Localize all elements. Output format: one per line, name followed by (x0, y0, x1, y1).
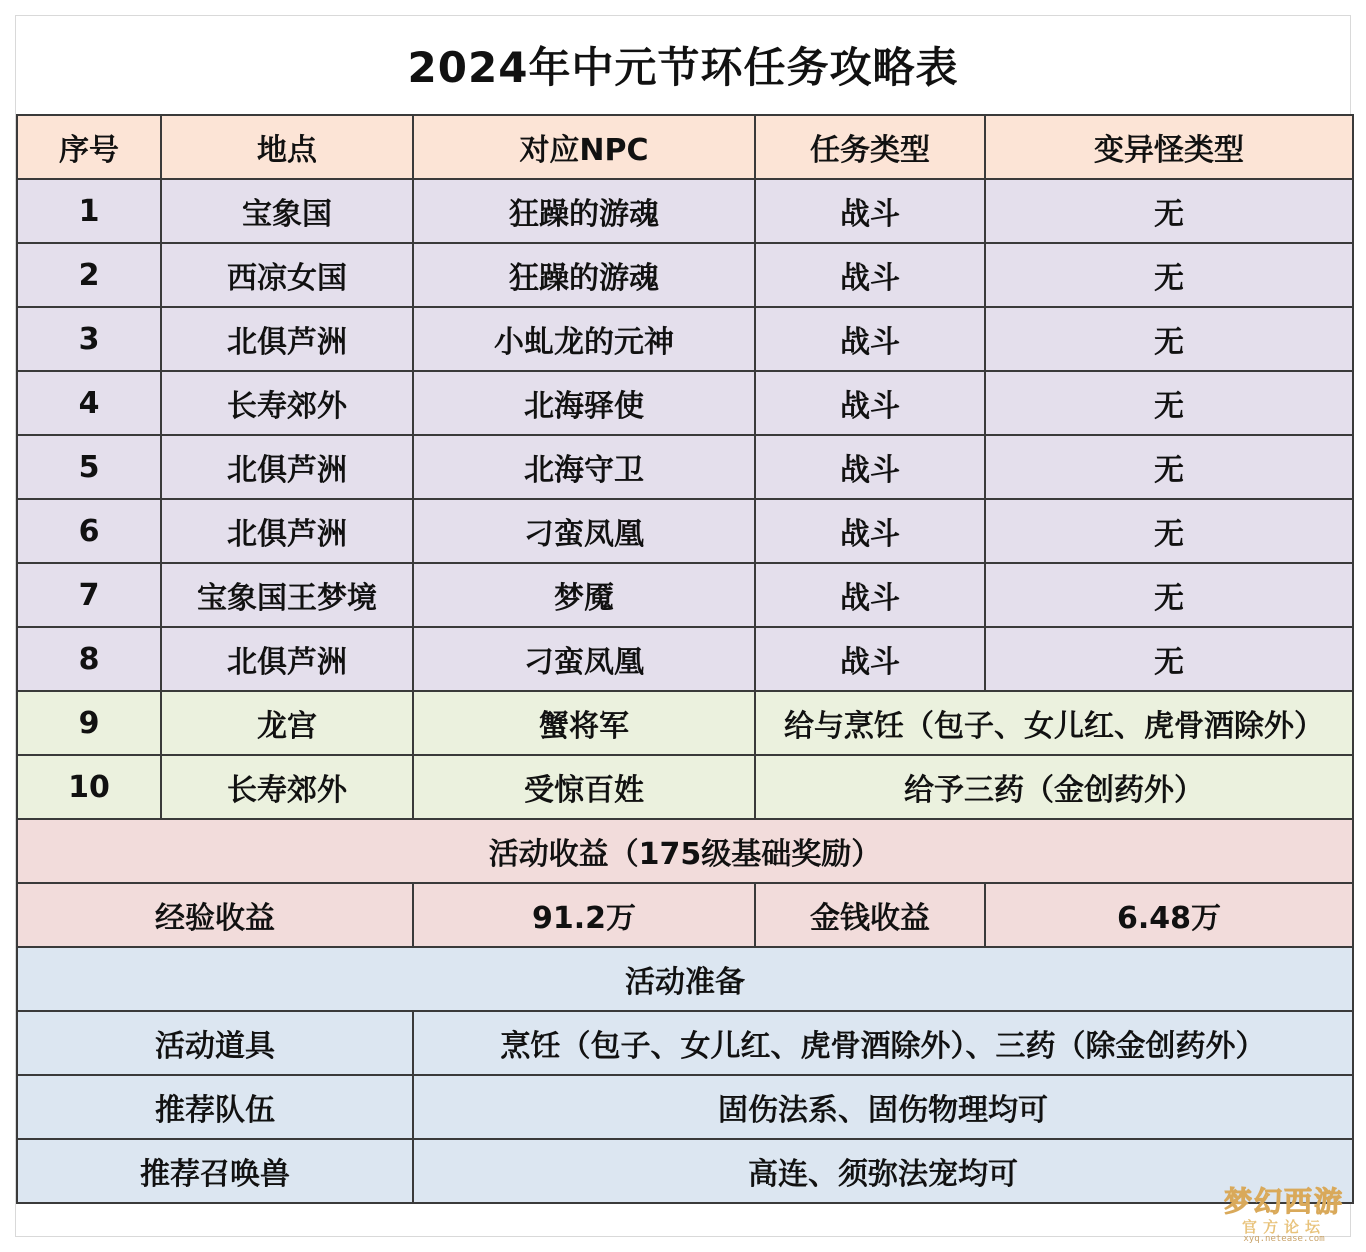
row-location: 北俱芦洲 (161, 627, 413, 691)
header-npc: 对应NPC (413, 115, 755, 179)
money-label: 金钱收益 (755, 883, 985, 947)
row-npc: 刁蛮凤凰 (413, 499, 755, 563)
row-mutant-type: 无 (985, 179, 1353, 243)
row-location: 宝象国王梦境 (161, 563, 413, 627)
row-npc: 北海驿使 (413, 371, 755, 435)
row-task-merged: 给予三药（金创药外） (755, 755, 1353, 819)
header-task-type: 任务类型 (755, 115, 985, 179)
table-row (17, 243, 1353, 307)
row-index: 7 (17, 563, 161, 627)
reward-heading: 活动收益（175级基础奖励） (17, 819, 1353, 883)
row-task-type: 战斗 (755, 627, 985, 691)
row-index: 2 (17, 243, 161, 307)
exp-label: 经验收益 (17, 883, 413, 947)
row-npc: 狂躁的游魂 (413, 179, 755, 243)
prep-label: 推荐召唤兽 (17, 1139, 413, 1203)
row-task-type: 战斗 (755, 563, 985, 627)
row-mutant-type: 无 (985, 307, 1353, 371)
row-npc: 蟹将军 (413, 691, 755, 755)
prep-value: 高连、须弥法宠均可 (413, 1139, 1353, 1203)
prep-value: 烹饪（包子、女儿红、虎骨酒除外）、三药（除金创药外） (413, 1011, 1353, 1075)
table-row (17, 755, 1353, 819)
row-location: 北俱芦洲 (161, 307, 413, 371)
row-mutant-type: 无 (985, 243, 1353, 307)
prep-label: 活动道具 (17, 1011, 413, 1075)
header-mutant-type: 变异怪类型 (985, 115, 1353, 179)
row-mutant-type: 无 (985, 563, 1353, 627)
watermark-url-text: xyq.netease.com (1243, 1234, 1325, 1244)
prep-row (17, 1011, 1353, 1075)
row-task-type: 战斗 (755, 371, 985, 435)
row-location: 长寿郊外 (161, 755, 413, 819)
row-index: 8 (17, 627, 161, 691)
row-location: 龙宫 (161, 691, 413, 755)
table-row (17, 691, 1353, 755)
header-index: 序号 (17, 115, 161, 179)
row-index: 9 (17, 691, 161, 755)
row-index: 1 (17, 179, 161, 243)
prep-value: 固伤法系、固伤物理均可 (413, 1075, 1353, 1139)
row-location: 西凉女国 (161, 243, 413, 307)
row-task-type: 战斗 (755, 243, 985, 307)
table-row (17, 371, 1353, 435)
table-row (17, 563, 1353, 627)
guide-table (16, 114, 1354, 1204)
watermark-sub-text: 官方论坛 (1241, 1218, 1326, 1236)
prep-row (17, 1075, 1353, 1139)
exp-value: 91.2万 (413, 883, 755, 947)
watermark-main-text: 梦幻西游 (1223, 1185, 1344, 1218)
reward-heading-row (17, 819, 1353, 883)
guide-sheet (15, 15, 1351, 1237)
reward-values-row (17, 883, 1353, 947)
row-npc: 小虬龙的元神 (413, 307, 755, 371)
row-location: 长寿郊外 (161, 371, 413, 435)
row-mutant-type: 无 (985, 627, 1353, 691)
row-task-type: 战斗 (755, 179, 985, 243)
prep-row (17, 1139, 1353, 1203)
row-location: 北俱芦洲 (161, 435, 413, 499)
row-index: 3 (17, 307, 161, 371)
header-row (17, 115, 1353, 179)
prep-label: 推荐队伍 (17, 1075, 413, 1139)
row-mutant-type: 无 (985, 499, 1353, 563)
row-task-type: 战斗 (755, 435, 985, 499)
table-row (17, 627, 1353, 691)
row-mutant-type: 无 (985, 371, 1353, 435)
money-value: 6.48万 (985, 883, 1353, 947)
row-location: 北俱芦洲 (161, 499, 413, 563)
row-index: 6 (17, 499, 161, 563)
row-mutant-type: 无 (985, 435, 1353, 499)
row-task-type: 战斗 (755, 499, 985, 563)
table-row (17, 499, 1353, 563)
row-npc: 刁蛮凤凰 (413, 627, 755, 691)
row-npc: 受惊百姓 (413, 755, 755, 819)
row-npc: 狂躁的游魂 (413, 243, 755, 307)
row-index: 5 (17, 435, 161, 499)
table-row (17, 435, 1353, 499)
page-title: 2024年中元节环任务攻略表 (407, 43, 959, 92)
prep-heading: 活动准备 (17, 947, 1353, 1011)
table-row (17, 307, 1353, 371)
row-task-merged: 给与烹饪（包子、女儿红、虎骨酒除外） (755, 691, 1353, 755)
prep-heading-row (17, 947, 1353, 1011)
table-row (17, 179, 1353, 243)
row-npc: 北海守卫 (413, 435, 755, 499)
row-location: 宝象国 (161, 179, 413, 243)
row-index: 10 (17, 755, 161, 819)
row-task-type: 战斗 (755, 307, 985, 371)
header-location: 地点 (161, 115, 413, 179)
row-index: 4 (17, 371, 161, 435)
row-npc: 梦魇 (413, 563, 755, 627)
